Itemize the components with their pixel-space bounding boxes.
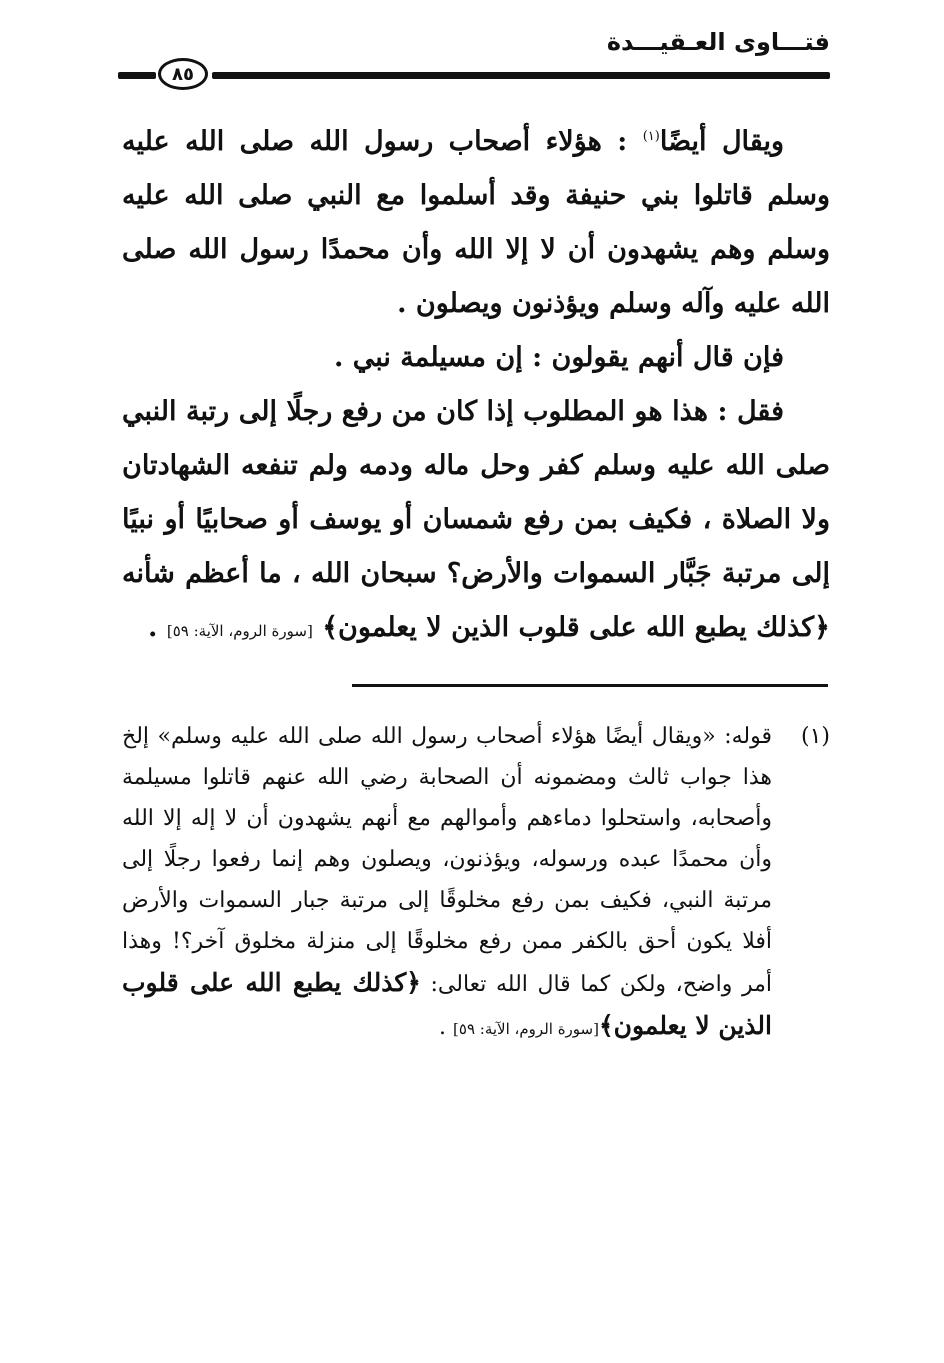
paragraph-3 (122, 385, 830, 658)
footnote-quran-verse: ﴿كذلك يطبع الله على قلوب الذين لا يعلمون﴾ (122, 968, 772, 1040)
footnote-citation: [سورة الروم، الآية: ٥٩] (453, 1020, 599, 1038)
header-rule-right (212, 72, 830, 79)
page-header (118, 28, 830, 98)
paragraph-2: فإن قال أنهم يقولون : إن مسيلمة نبي . (333, 342, 784, 373)
footnote-number: (١) (800, 724, 830, 749)
footnote-text: قوله: «ويقال أيضًا هؤلاء أصحاب رسول الله صلى الله عليه وسلم» إلخ هذا جواب ثالث ومضمونه أن الصحابة رضي الله عنهم قاتلوا مسيلمة وأصحابه، واستحلوا دماءهم وأموالهم مع أنهم يشهدون أن لا إله إلا الله وأن محمدًا عبده ورسوله، ويؤذنون، ويصلون وهم إنما رفعوا رجلًا إلى مرتبة النبي، فكيف بمن رفع مخلوقًا إلى مرتبة جبار السموات والأرض أفلا يكون أحق بالكفر ممن رفع مخلوقًا إلى منزلة مخلوق آخر؟! وهذا أمر واضح، ولكن كما قال الله تعالى: (122, 724, 772, 997)
main-text (122, 110, 830, 658)
footnote-end: . (439, 1015, 447, 1040)
page-number: ٨٥ (158, 58, 208, 90)
paragraph-3-text: فقل : هذا هو المطلوب إذا كان من رفع رجلًا إلى رتبة النبي صلى الله عليه وسلم كفر وحل ماله ودمه ولم تنفعه الشهادتان ولا الصلاة ، فكيف بمن رفع شمسان أو يوسف أو صحابيًا أو نبيًا إلى مرتبة جَبَّار السموات والأرض؟ سبحان الله ، ما أعظم شأنه (122, 396, 830, 589)
footnote-body (122, 716, 772, 1050)
paragraph-1-rest: : هؤلاء أصحاب رسول الله صلى الله عليه وسلم قاتلوا بني حنيفة وقد أسلموا مع النبي صلى الله عليه وسلم وهم يشهدون أن لا إلا الله وأن محمدًا رسول الله صلى الله عليه وآله وسلم ويؤذنون ويصلون . (122, 126, 830, 319)
footnote (122, 716, 830, 1050)
header-rule-left (118, 72, 156, 79)
footnote-reference: (١) (642, 129, 660, 144)
running-title: فتـــاوى العـقيـــدة (606, 28, 830, 56)
paragraph-1-start: ويقال أيضًا (659, 126, 784, 157)
quran-verse: ﴿كذلك يطبع الله على قلوب الذين لا يعلمون﴾ (322, 612, 830, 643)
paragraph-3-end: . (148, 612, 158, 643)
paragraph-1 (122, 110, 830, 331)
verse-citation: [سورة الروم، الآية: ٥٩] (166, 622, 313, 640)
footnote-divider (352, 684, 828, 687)
